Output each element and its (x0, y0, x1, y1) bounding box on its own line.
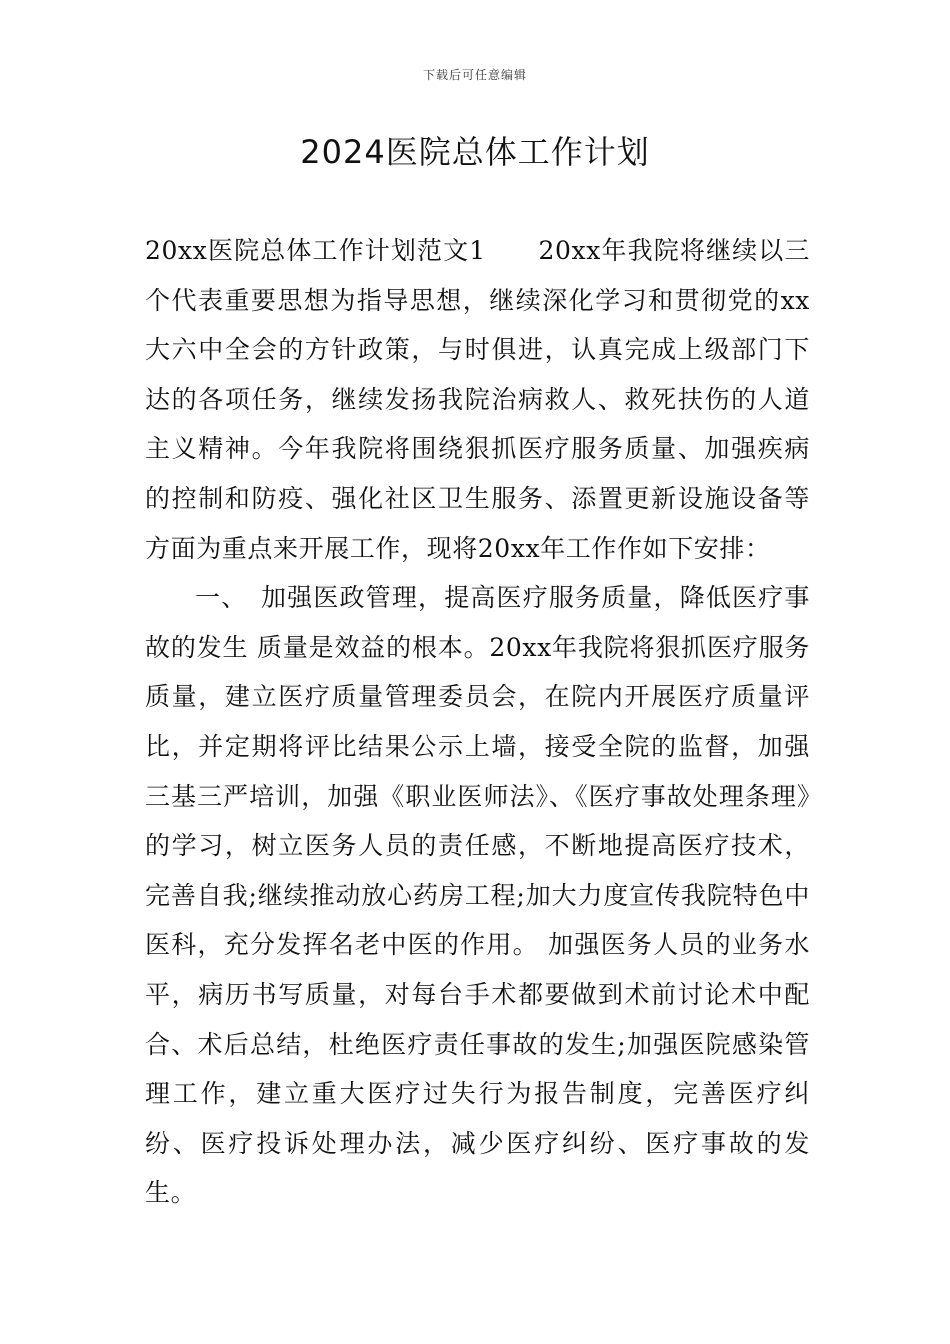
document-title: 2024医院总体工作计划 (300, 133, 650, 171)
document-body (145, 226, 810, 1218)
header-note: 下载后可任意编辑 (422, 68, 527, 82)
paragraph-section-1: 一、 加强医政管理，提高医疗服务质量，降低医疗事故的发生 质量是效益的根本。20xx年我院将狠抓医疗服务质量，建立医疗质量管理委员会，在院内开展医疗质量评比，并定期将评比结果公示上墙，接受全院的监督，加强三基三严培训，加强《职业医师法》、《医疗事故处理条理》的学习，树立医务人员的责任感，不断地提高医疗技术，完善自我;继续推动放心药房工程;加大力度宣传我院特色中医科，充分发挥名老中医的作用。 加强医务人员的业务水平，病历书写质量，对每台手术都要做到术前讨论术中配合、术后总结，杜绝医疗责任事故的发生;加强医院感染管理工作，建立重大医疗过失行为报告制度，完善医疗纠纷、医疗投诉处理办法，减少医疗纠纷、医疗事故的发生。 (145, 583, 810, 1208)
paragraph-intro: 20xx医院总体工作计划范文1 20xx年我院将继续以三个代表重要思想为指导思想，继续深化学习和贯彻党的xx大六中全会的方针政策，与时俱进，认真完成上级部门下达的各项任务，继续发扬我院治病救人、救死扶伤的人道主义精神。今年我院将围绕狠抓医疗服务质量、加强疾病的控制和防疫、强化社区卫生服务、添置更新设施设备等方面为重点来开展工作，现将20xx年工作作如下安排： (145, 236, 810, 563)
